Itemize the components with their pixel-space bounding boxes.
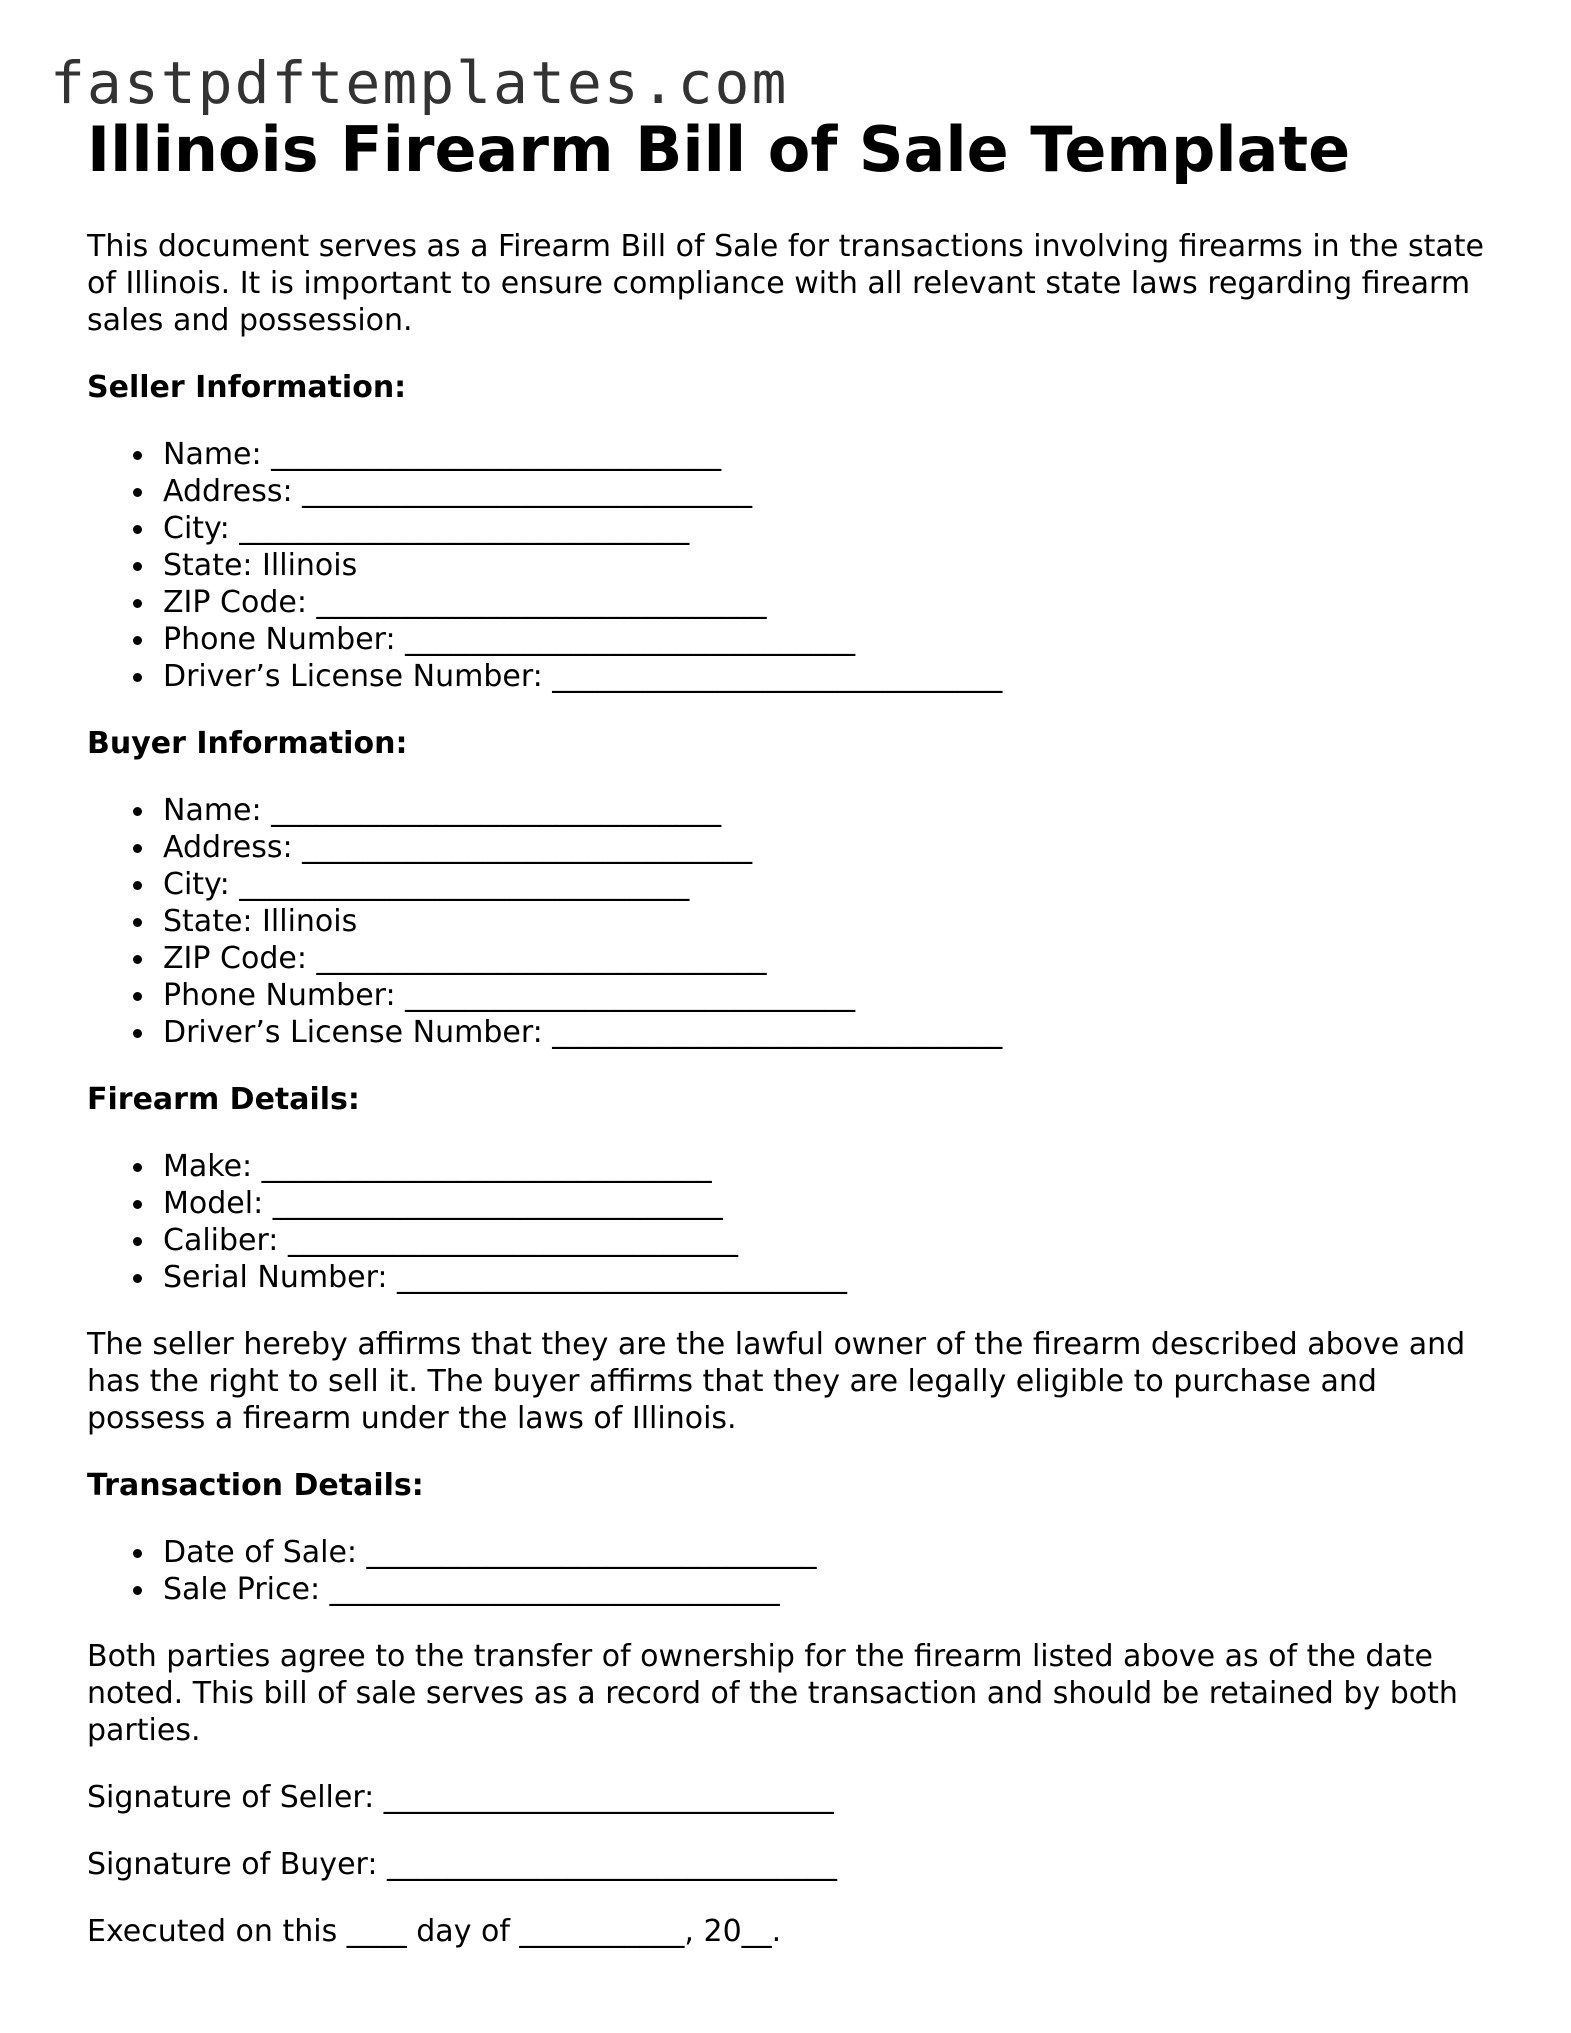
firearm-model-field[interactable]: Model: ______________________________ <box>163 1185 1487 1222</box>
execution-date-line[interactable]: Executed on this ____ day of ___________, 20__. <box>87 1914 782 1949</box>
watermark: fastpdftemplates.com <box>50 49 789 117</box>
buyer-city-field[interactable]: City: ______________________________ <box>163 866 1487 903</box>
seller-fields <box>87 436 1487 695</box>
seller-heading: Seller Information: <box>87 370 407 405</box>
firearm-heading: Firearm Details: <box>87 1082 360 1117</box>
intro-paragraph: This document serves as a Firearm Bill of Sale for transactions involving firearms in the state of Illinois. It is important to ensure compliance with all relevant state laws regarding firearm sales and possession. <box>87 229 1484 338</box>
affirmation-paragraph: The seller hereby affirms that they are the lawful owner of the firearm described above and has the right to sell it. The buyer affirms that they are legally eligible to purchase and possess a firearm under the laws of Illinois. <box>87 1327 1466 1436</box>
seller-city-field[interactable]: City: ______________________________ <box>163 510 1487 547</box>
firearm-fields <box>87 1148 1487 1296</box>
buyer-heading: Buyer Information: <box>87 726 408 761</box>
buyer-phone-field[interactable]: Phone Number: ______________________________ <box>163 977 1487 1014</box>
transaction-heading: Transaction Details: <box>87 1468 424 1503</box>
firearm-serial-field[interactable]: Serial Number: ______________________________ <box>163 1259 1487 1296</box>
agreement-paragraph: Both parties agree to the transfer of ownership for the firearm listed above as of the date noted. This bill of sale serves as a record of the transaction and should be retained by both parties. <box>87 1639 1458 1748</box>
buyer-zip-field[interactable]: ZIP Code: ______________________________ <box>163 940 1487 977</box>
document-title: Illinois Firearm Bill of Sale Template <box>87 113 1351 186</box>
seller-phone-field[interactable]: Phone Number: ______________________________ <box>163 621 1487 658</box>
firearm-caliber-field[interactable]: Caliber: ______________________________ <box>163 1222 1487 1259</box>
seller-address-field[interactable]: Address: ______________________________ <box>163 473 1487 510</box>
buyer-state-field: State: Illinois <box>163 903 1487 940</box>
buyer-name-field[interactable]: Name: ______________________________ <box>163 792 1487 829</box>
seller-zip-field[interactable]: ZIP Code: ______________________________ <box>163 584 1487 621</box>
buyer-address-field[interactable]: Address: ______________________________ <box>163 829 1487 866</box>
transaction-fields <box>87 1534 1487 1608</box>
sale-date-field[interactable]: Date of Sale: ______________________________ <box>163 1534 1487 1571</box>
seller-state-field: State: Illinois <box>163 547 1487 584</box>
seller-license-field[interactable]: Driver’s License Number: ______________________________ <box>163 658 1487 695</box>
seller-signature-line[interactable]: Signature of Seller: ______________________________ <box>87 1780 834 1815</box>
buyer-signature-line[interactable]: Signature of Buyer: ______________________________ <box>87 1847 837 1882</box>
buyer-fields <box>87 792 1487 1051</box>
firearm-make-field[interactable]: Make: ______________________________ <box>163 1148 1487 1185</box>
sale-price-field[interactable]: Sale Price: ______________________________ <box>163 1571 1487 1608</box>
document-body <box>87 110 1487 1950</box>
buyer-license-field[interactable]: Driver’s License Number: ______________________________ <box>163 1014 1487 1051</box>
seller-name-field[interactable]: Name: ______________________________ <box>163 436 1487 473</box>
